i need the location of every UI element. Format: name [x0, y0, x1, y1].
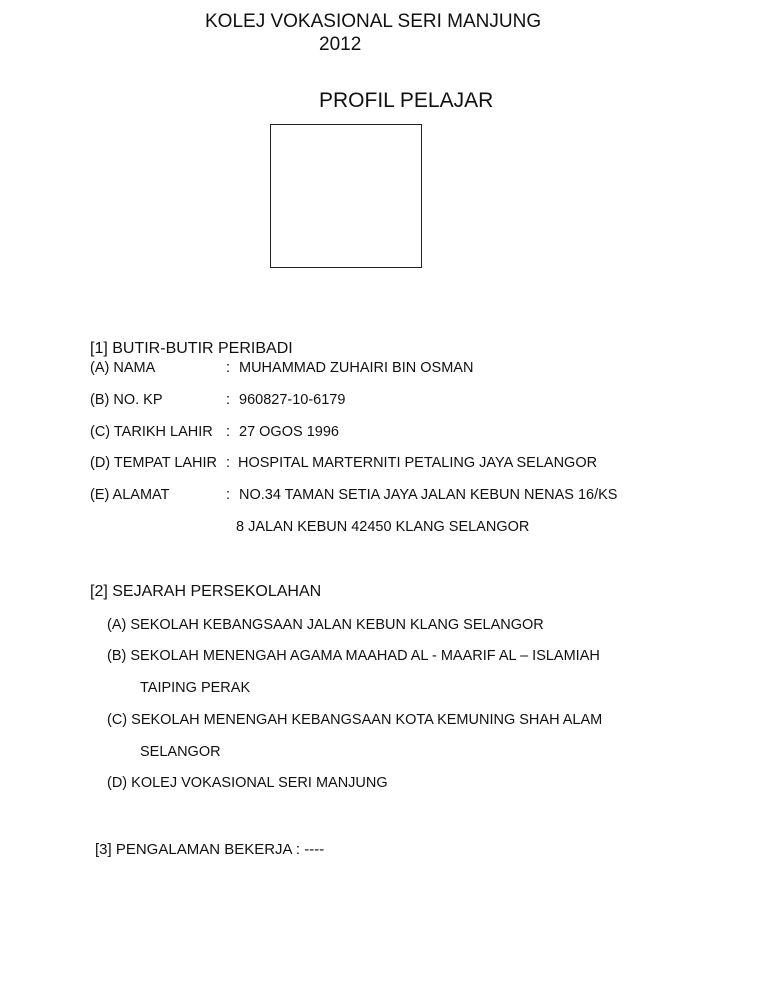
colon: : — [226, 392, 231, 408]
colon: : — [226, 360, 231, 376]
label-alamat: (E) ALAMAT — [90, 487, 170, 503]
label-nama: (A) NAMA — [90, 360, 156, 376]
section-personal-heading: [1] BUTIR-BUTIR PERIBADI — [90, 340, 293, 357]
colon: : — [226, 487, 231, 503]
colon: : — [226, 424, 231, 440]
school-item-d: (D) KOLEJ VOKASIONAL SERI MANJUNG — [107, 775, 388, 791]
value-nama: MUHAMMAD ZUHAIRI BIN OSMAN — [239, 360, 474, 376]
label-kp: (B) NO. KP — [90, 392, 163, 408]
page-title: PROFIL PELAJAR — [319, 89, 494, 112]
school-item-c: (C) SEKOLAH MENENGAH KEBANGSAAN KOTA KEMUNING SHAH ALAM — [107, 712, 603, 728]
value-tempat-lahir: HOSPITAL MARTERNITI PETALING JAYA SELANGOR — [238, 455, 598, 471]
colon: : — [226, 455, 231, 471]
school-item-b-cont: TAIPING PERAK — [140, 680, 251, 696]
section-school-history-heading: [2] SEJARAH PERSEKOLAHAN — [90, 583, 322, 600]
label-tarikh-lahir: (C) TARIKH LAHIR — [90, 424, 213, 440]
section-work-experience-heading: [3] PENGALAMAN BEKERJA : ---- — [95, 841, 325, 858]
school-name: KOLEJ VOKASIONAL SERI MANJUNG — [205, 11, 542, 32]
school-item-c-cont: SELANGOR — [140, 744, 221, 760]
value-kp: 960827-10-6179 — [239, 392, 346, 408]
school-item-a: (A) SEKOLAH KEBANGSAAN JALAN KEBUN KLANG SELANGOR — [107, 617, 544, 633]
value-tarikh-lahir: 27 OGOS 1996 — [239, 424, 339, 440]
value-alamat: NO.34 TAMAN SETIA JAYA JALAN KEBUN NENAS 16/KS — [239, 487, 618, 503]
year: 2012 — [319, 34, 362, 55]
school-item-b: (B) SEKOLAH MENENGAH AGAMA MAAHAD AL - MAARIF AL – ISLAMIAH — [107, 648, 600, 664]
label-tempat-lahir: (D) TEMPAT LAHIR — [90, 455, 218, 471]
value-alamat-cont: 8 JALAN KEBUN 42450 KLANG SELANGOR — [236, 519, 530, 535]
photo-placeholder — [270, 124, 422, 268]
